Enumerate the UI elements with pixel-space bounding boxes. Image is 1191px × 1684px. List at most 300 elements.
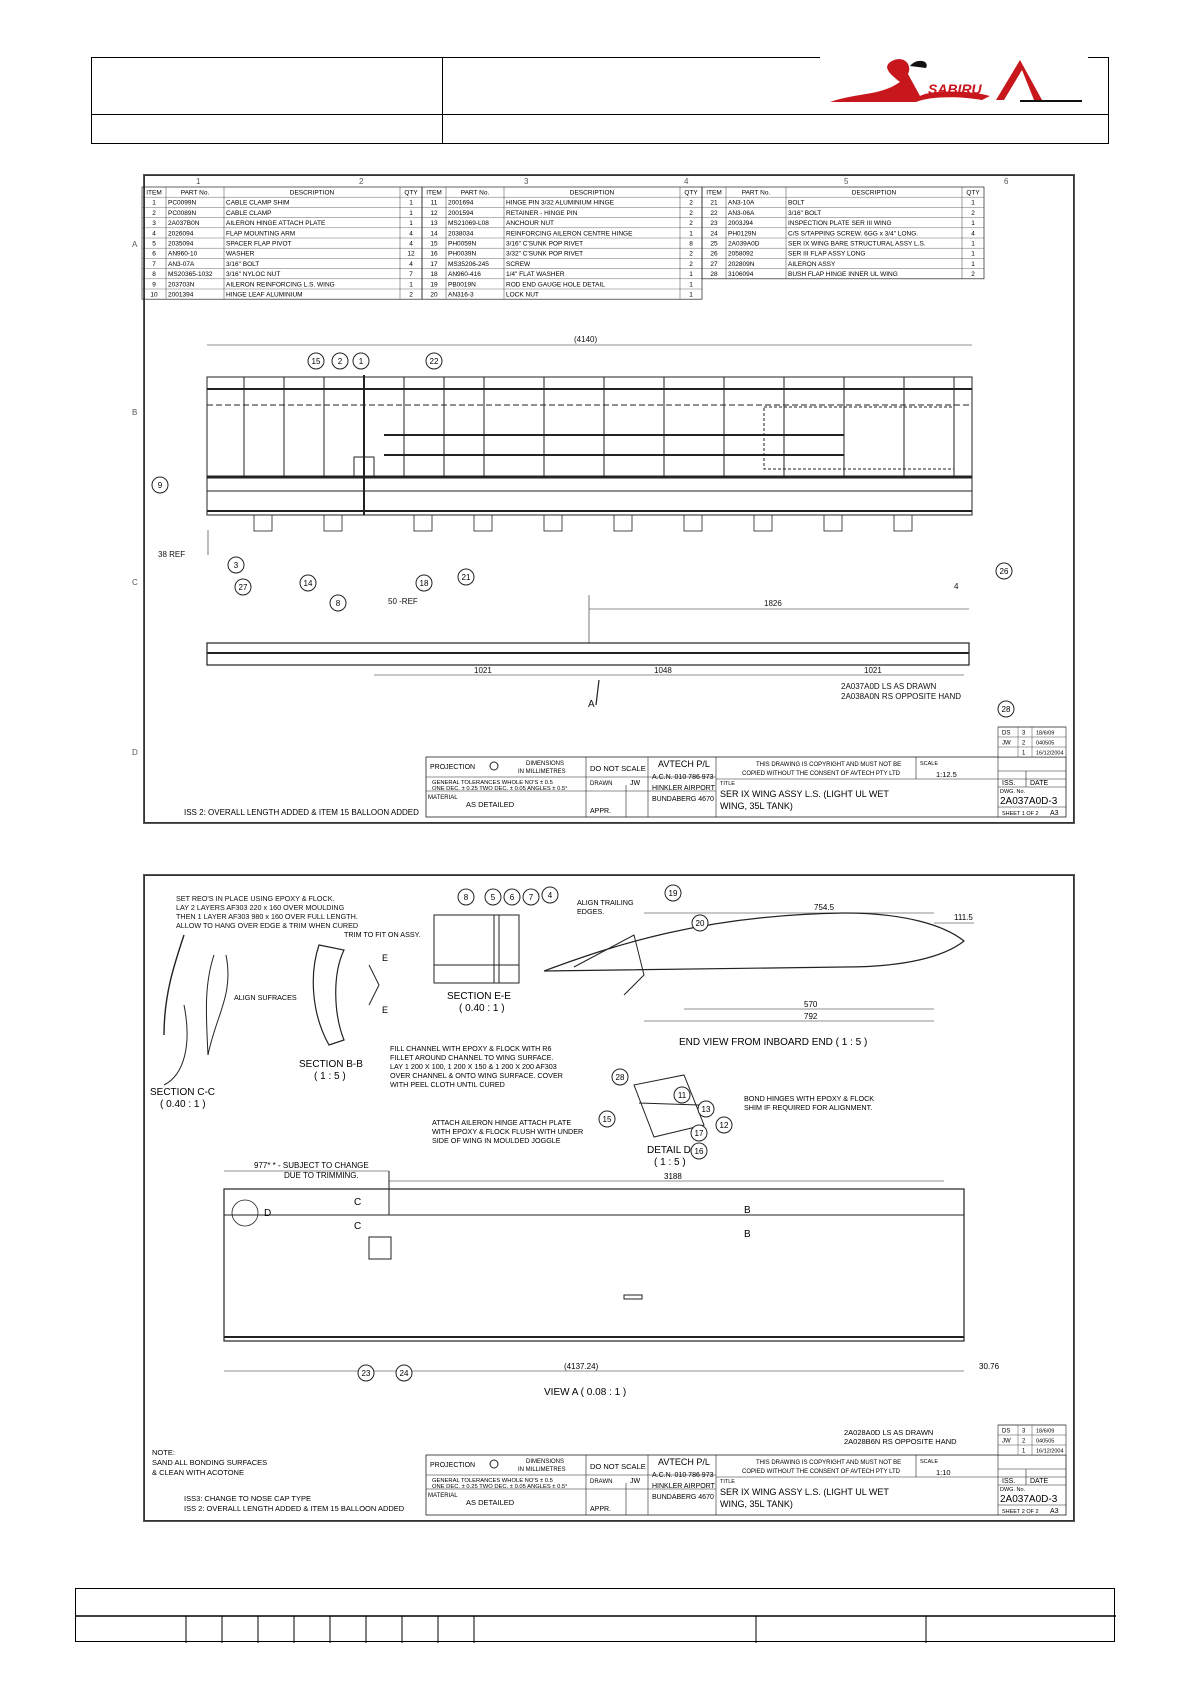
issue-label: ISS. bbox=[1002, 1478, 1016, 1485]
bom-cell: REINFORCING AILERON CENTRE HINGE bbox=[506, 230, 633, 238]
material-value: AS DETAILED bbox=[466, 1498, 515, 1507]
balloon: 7 bbox=[528, 893, 534, 902]
revision-by: JW bbox=[1002, 740, 1011, 747]
wing-side-view bbox=[207, 582, 969, 710]
company-acn: A.C.N. 010 786 973 bbox=[652, 1472, 714, 1479]
ls-note: 2A028A0D LS AS DRAWN bbox=[844, 1428, 934, 1437]
copyright-note: COPIED WITHOUT THE CONSENT OF AVTECH PTY LTD bbox=[742, 771, 901, 777]
bom-cell: 7 bbox=[152, 260, 156, 268]
bom-cell: HINGE LEAF ALUMINIUM bbox=[226, 291, 303, 299]
bom-cell: PC0089N bbox=[168, 209, 197, 217]
projection-label: PROJECTION bbox=[430, 1462, 476, 1469]
title-block bbox=[426, 1425, 1066, 1515]
svg-text:SET REO'S IN PLACE USING EPOXY: SET REO'S IN PLACE USING EPOXY & FLOCK. bbox=[176, 894, 335, 903]
bom-cell: 2 bbox=[689, 250, 693, 258]
fill-channel-note bbox=[390, 1044, 563, 1089]
dim-754: 754.5 bbox=[814, 903, 835, 912]
company-name: AVTECH P/L bbox=[658, 759, 710, 769]
airfoil-end-view bbox=[544, 913, 974, 1021]
drawing-number: 2A037A0D-3 bbox=[1000, 1494, 1058, 1505]
bom-cell: 1 bbox=[409, 199, 413, 207]
bom-cell: 24 bbox=[710, 230, 718, 238]
attach-note bbox=[432, 1118, 583, 1145]
bom-cell: 203703N bbox=[168, 281, 195, 289]
bom-cell: 2001594 bbox=[448, 209, 474, 217]
align-te-note: EDGES. bbox=[577, 907, 605, 916]
bom-cell: 1 bbox=[689, 291, 693, 299]
bom-cell: 2 bbox=[689, 220, 693, 228]
bom-cell: 2 bbox=[689, 199, 693, 207]
section-c-marker: C bbox=[354, 1221, 362, 1232]
bom-header-cell: ITEM bbox=[146, 189, 162, 197]
balloon: 9 bbox=[157, 481, 163, 490]
align-te-note: ALIGN TRAILING bbox=[577, 898, 634, 907]
drawing-sheet-2 bbox=[143, 874, 1075, 1522]
svg-text:ALLOW TO HANG OVER EDGE & TRIM: ALLOW TO HANG OVER EDGE & TRIM WHEN CURED bbox=[176, 921, 359, 930]
bom-cell: 5 bbox=[152, 240, 156, 248]
bom-cell: 1 bbox=[971, 199, 975, 207]
rs-note: 2A028B6N RS OPPOSITE HAND bbox=[844, 1437, 957, 1446]
bom-cell: 15 bbox=[430, 240, 438, 248]
drawing-number: 2A037A0D-3 bbox=[1000, 796, 1058, 807]
bom-cell: 1 bbox=[409, 281, 413, 289]
bom-cell: FLAP MOUNTING ARM bbox=[226, 230, 296, 238]
bom-cell: 11 bbox=[430, 199, 438, 207]
balloon: 12 bbox=[719, 1121, 729, 1130]
bom-cell: 27 bbox=[710, 260, 718, 268]
revision-issue: 2 bbox=[1022, 1438, 1026, 1445]
section-bb-title: SECTION B-B bbox=[299, 1059, 363, 1070]
bom-cell: 1 bbox=[689, 271, 693, 279]
bom-cell: 2058092 bbox=[728, 250, 754, 258]
bom-cell: BUSH FLAP HINGE INNER UL WING bbox=[788, 271, 898, 279]
revision-by: JW bbox=[1002, 1438, 1011, 1445]
revision-issue: 2 bbox=[1022, 740, 1026, 747]
section-ee-view bbox=[434, 915, 519, 983]
tolerances: GENERAL TOLERANCES WHOLE NO'S ± 0.5 bbox=[432, 1478, 553, 1484]
bom-cell: AN3-10A bbox=[728, 199, 755, 207]
bom-cell: 1/4" FLAT WASHER bbox=[506, 271, 565, 279]
approved-label: APPR. bbox=[590, 808, 612, 815]
dim-1021-a: 1021 bbox=[474, 666, 492, 675]
wing-plan-view bbox=[158, 335, 972, 606]
dim-977-note: DUE TO TRIMMING. bbox=[284, 1171, 359, 1180]
bom-cell: 2001694 bbox=[448, 199, 474, 207]
date-label: DATE bbox=[1030, 1478, 1049, 1485]
section-bb-scale: ( 1 : 5 ) bbox=[314, 1071, 346, 1082]
bom-cell: 4 bbox=[971, 230, 975, 238]
scale-value: 1:12.5 bbox=[936, 770, 957, 779]
title-label: TITLE bbox=[720, 1479, 735, 1485]
section-cc-view bbox=[164, 935, 228, 1085]
bom-cell: PH0059N bbox=[448, 240, 477, 248]
balloon: 3 bbox=[233, 561, 239, 570]
bom-cell: PH0039N bbox=[448, 250, 477, 258]
view-a-title: VIEW A ( 0.08 : 1 ) bbox=[544, 1387, 627, 1398]
title-block bbox=[426, 727, 1066, 817]
bom-cell: 2 bbox=[971, 209, 975, 217]
revision-issue: 1 bbox=[1022, 750, 1026, 757]
balloon: 2 bbox=[337, 357, 343, 366]
section-c-marker: C bbox=[354, 1197, 362, 1208]
section-b-marker: B bbox=[744, 1205, 751, 1216]
footer-cells bbox=[186, 1616, 926, 1643]
balloon: 4 bbox=[547, 891, 553, 900]
bom-cell: AN960-10 bbox=[168, 250, 198, 258]
bom-cell: 10 bbox=[150, 291, 158, 299]
revision-date: 040505 bbox=[1036, 1438, 1055, 1445]
bom-cell: CABLE CLAMP bbox=[226, 209, 272, 217]
bom-cell: 2026094 bbox=[168, 230, 194, 238]
bom-cell: 4 bbox=[409, 260, 413, 268]
balloon: 19 bbox=[668, 889, 678, 898]
revision-date: 040505 bbox=[1036, 740, 1055, 747]
bom-header-cell: DESCRIPTION bbox=[569, 189, 615, 197]
drawing-sheet-1 bbox=[132, 174, 1075, 824]
dim-50-ref: 50 -REF bbox=[388, 597, 418, 606]
dim-3076: 30.76 bbox=[979, 1362, 1000, 1371]
title-label: TITLE bbox=[720, 781, 735, 787]
company-address: HINKLER AIRPORT bbox=[652, 785, 715, 792]
dim-792: 792 bbox=[804, 1012, 818, 1021]
section-b-marker: B bbox=[744, 1229, 751, 1240]
bond-note: BOND HINGES WITH EPOXY & FLOCK bbox=[744, 1094, 875, 1103]
balloon: 1 bbox=[358, 357, 364, 366]
bom-cell: AN3-06A bbox=[728, 209, 755, 217]
material-label: MATERIAL bbox=[428, 795, 458, 801]
svg-text:WITH EPOXY & FLOCK FLUSH WITH: WITH EPOXY & FLOCK FLUSH WITH UNDER bbox=[432, 1127, 584, 1136]
balloon: 21 bbox=[461, 573, 471, 582]
section-cc-note bbox=[176, 894, 358, 930]
grid-col: 4 bbox=[684, 177, 689, 186]
bom-header-cell: PART No. bbox=[180, 189, 210, 197]
bom-cell: 2A039A0D bbox=[728, 240, 760, 248]
bom-cell: 7 bbox=[409, 271, 413, 279]
company-acn: A.C.N. 010 786 973 bbox=[652, 774, 714, 781]
revision-note: ISS 2: OVERALL LENGTH ADDED & ITEM 15 BALLOON ADDED bbox=[184, 808, 419, 817]
svg-text:& CLEAN WITH ACOTONE: & CLEAN WITH ACOTONE bbox=[152, 1468, 244, 1477]
grid-row: A bbox=[132, 240, 138, 249]
svg-text:LAY 2 LAYERS AF303 220 x 160 O: LAY 2 LAYERS AF303 220 x 160 OVER MOULDING bbox=[176, 903, 345, 912]
bom-cell: 9 bbox=[152, 281, 156, 289]
bom-cell: 3/16" C'SUNK POP RIVET bbox=[506, 240, 584, 248]
bom-cell: 1 bbox=[689, 281, 693, 289]
drawing-title: WING, 35L TANK) bbox=[720, 801, 793, 811]
bom-cell: 3/16" BOLT bbox=[788, 209, 822, 217]
dim-1048: 1048 bbox=[654, 666, 672, 675]
sheet-number: SHEET 1 OF 2 bbox=[1002, 811, 1039, 817]
bom-header-cell: ITEM bbox=[706, 189, 722, 197]
dim-1826: 1826 bbox=[764, 599, 782, 608]
bom-cell: SER IX WING BARE STRUCTURAL ASSY L.S. bbox=[788, 240, 926, 248]
overall-length-dim: (4140) bbox=[574, 335, 598, 344]
balloon: 16 bbox=[694, 1147, 704, 1156]
bom-cell: AILERON REINFORCING L.S. WING bbox=[226, 281, 335, 289]
end-view-title: END VIEW FROM INBOARD END ( 1 : 5 ) bbox=[679, 1037, 868, 1048]
copyright-note: THIS DRAWING IS COPYRIGHT AND MUST NOT BE bbox=[756, 762, 902, 768]
bom-cell: SPACER FLAP PIVOT bbox=[226, 240, 292, 248]
bom-cell: MS35206-245 bbox=[448, 260, 489, 268]
bom-header-cell: ITEM bbox=[426, 189, 442, 197]
bom-cell: 22 bbox=[710, 209, 718, 217]
bom-header-cell: DESCRIPTION bbox=[851, 189, 897, 197]
grid-col: 3 bbox=[524, 177, 529, 186]
dim-570: 570 bbox=[804, 1000, 818, 1009]
balloon: 8 bbox=[335, 599, 341, 608]
dim-38-ref: 38 REF bbox=[158, 550, 186, 559]
dimensions-units: IN MILLIMETRES bbox=[518, 1467, 566, 1473]
bom-cell: 2 bbox=[689, 260, 693, 268]
bom-cell: BOLT bbox=[788, 199, 805, 207]
dimensions-units: IN MILLIMETRES bbox=[518, 769, 566, 775]
bom-cell: 20 bbox=[430, 291, 438, 299]
svg-text:SAND ALL BONDING SURFACES: SAND ALL BONDING SURFACES bbox=[152, 1458, 268, 1467]
bom-cell: SCREW bbox=[506, 260, 531, 268]
sheet-size: A3 bbox=[1050, 810, 1059, 817]
svg-text:SIDE OF WING IN MOULDED JOGGLE: SIDE OF WING IN MOULDED JOGGLE bbox=[432, 1136, 561, 1145]
drawn-by: JW bbox=[630, 780, 641, 787]
company-address: BUNDABERG 4670 bbox=[652, 1494, 714, 1501]
dim-4: 4 bbox=[954, 582, 959, 591]
bom-cell: 2001394 bbox=[168, 291, 194, 299]
section-cc-title: SECTION C-C bbox=[150, 1087, 215, 1098]
grid-col: 5 bbox=[844, 177, 849, 186]
svg-text:THEN 1 LAYER AF303 980 x 160 O: THEN 1 LAYER AF303 980 x 160 OVER FULL LENGTH. bbox=[176, 912, 358, 921]
bom-cell: 3/16" NYLOC NUT bbox=[226, 271, 281, 279]
balloon: 22 bbox=[429, 357, 439, 366]
balloon: 15 bbox=[311, 357, 321, 366]
bom-cell: 14 bbox=[430, 230, 438, 238]
issue-label: ISS. bbox=[1002, 780, 1016, 787]
balloon: 23 bbox=[361, 1369, 371, 1378]
bom-cell: AN3-07A bbox=[168, 260, 195, 268]
section-bb-view bbox=[313, 945, 379, 1045]
company-address: BUNDABERG 4670 bbox=[652, 796, 714, 803]
section-e-label: E bbox=[382, 953, 389, 963]
bom-cell: AILERON ASSY bbox=[788, 260, 836, 268]
revision-by: DS bbox=[1002, 730, 1011, 737]
bom-cell: ROD END GAUGE HOLE DETAIL bbox=[506, 281, 605, 289]
bom-cell: 18 bbox=[430, 271, 438, 279]
drawing-title: SER IX WING ASSY L.S. (LIGHT UL WET bbox=[720, 1487, 889, 1497]
bom-header-cell: QTY bbox=[404, 189, 418, 197]
bom-cell: WASHER bbox=[226, 250, 255, 258]
bom-header-cell: PART No. bbox=[460, 189, 490, 197]
bom-cell: 13 bbox=[430, 220, 438, 228]
bom-cell: SER III FLAP ASSY LONG bbox=[788, 250, 866, 258]
grid-col: 6 bbox=[1004, 177, 1009, 186]
sheet-number: SHEET 2 OF 2 bbox=[1002, 1509, 1039, 1515]
detail-d-marker: D bbox=[264, 1208, 272, 1219]
grid-col: 1 bbox=[196, 177, 201, 186]
balloon: 27 bbox=[238, 583, 248, 592]
grid-row: B bbox=[132, 408, 138, 417]
bom-cell: MS20365-1032 bbox=[168, 271, 213, 279]
section-cc-scale: ( 0.40 : 1 ) bbox=[160, 1099, 206, 1110]
revision-issue: 3 bbox=[1022, 730, 1026, 737]
dwg-no-label: DWG. No. bbox=[1000, 1487, 1026, 1493]
part-balloons bbox=[152, 353, 1014, 717]
bom-cell: 2 bbox=[971, 271, 975, 279]
bom-cell: 2A037B0N bbox=[168, 220, 200, 228]
scale-label: SCALE bbox=[920, 761, 939, 767]
svg-text:ATTACH AILERON HINGE ATTACH PL: ATTACH AILERON HINGE ATTACH PLATE bbox=[432, 1118, 572, 1127]
bom-cell: 12 bbox=[407, 250, 415, 258]
bom-cell: 4 bbox=[409, 230, 413, 238]
date-label: DATE bbox=[1030, 780, 1049, 787]
detail-d-scale: ( 1 : 5 ) bbox=[654, 1157, 686, 1168]
document-footer bbox=[75, 1588, 1115, 1642]
bom-cell: HINGE PIN 3/32 ALUMINIUM HINGE bbox=[506, 199, 614, 207]
grid-row: D bbox=[132, 748, 138, 757]
header-row-divider bbox=[92, 114, 1108, 115]
do-not-scale: DO NOT SCALE bbox=[590, 1462, 646, 1471]
material-label: MATERIAL bbox=[428, 1493, 458, 1499]
bom-cell: 1 bbox=[971, 250, 975, 258]
svg-text:WITH PEEL CLOTH UNTIL CURED: WITH PEEL CLOTH UNTIL CURED bbox=[390, 1080, 505, 1089]
bom-cell: INSPECTION PLATE SER III WING bbox=[788, 220, 892, 228]
bom-header-cell: PART No. bbox=[741, 189, 771, 197]
bom-cell: 25 bbox=[710, 240, 718, 248]
bom-cell: 202809N bbox=[728, 260, 755, 268]
revision-table bbox=[998, 1425, 1066, 1455]
bom-cell: 17 bbox=[430, 260, 438, 268]
revision-table bbox=[998, 727, 1066, 757]
company-name: AVTECH P/L bbox=[658, 1457, 710, 1467]
bom-cell: 2038034 bbox=[448, 230, 474, 238]
align-surfaces-note: ALIGN SUFRACES bbox=[234, 993, 297, 1002]
approved-label: APPR. bbox=[590, 1506, 612, 1513]
bom-cell: 2003J94 bbox=[728, 220, 753, 228]
bom-cell: 19 bbox=[430, 281, 438, 289]
bom-cell: 1 bbox=[409, 220, 413, 228]
drawing-title: WING, 35L TANK) bbox=[720, 1499, 793, 1509]
drawn-label: DRAWN bbox=[590, 1479, 613, 1485]
svg-text:FILLET AROUND CHANNEL TO WING: FILLET AROUND CHANNEL TO WING SURFACE. bbox=[390, 1053, 554, 1062]
bom-header-cell: DESCRIPTION bbox=[289, 189, 335, 197]
svg-text:NOTE:: NOTE: bbox=[152, 1448, 175, 1457]
bom-cell: 16 bbox=[430, 250, 438, 258]
bom-cell: 1 bbox=[152, 199, 156, 207]
revision-issue: 1 bbox=[1022, 1448, 1026, 1455]
bom-cell: 2 bbox=[689, 209, 693, 217]
revision-date: 18/6/09 bbox=[1036, 730, 1055, 737]
bom-cell: 23 bbox=[710, 220, 718, 228]
bom-cell: PB0019N bbox=[448, 281, 476, 289]
balloon: 14 bbox=[303, 579, 313, 588]
bom-cell: 3/16" BOLT bbox=[226, 260, 260, 268]
logo-text: SABIRU bbox=[928, 81, 982, 97]
bom-cell: 3/32" C'SUNK POP RIVET bbox=[506, 250, 584, 258]
revision-by: DS bbox=[1002, 1428, 1011, 1435]
balloon: 26 bbox=[999, 567, 1009, 576]
balloon: 17 bbox=[694, 1129, 704, 1138]
bom-cell: 8 bbox=[689, 240, 693, 248]
svg-text:FILL CHANNEL WITH EPOXY & FLOC: FILL CHANNEL WITH EPOXY & FLOCK WITH R6 bbox=[390, 1044, 552, 1053]
bom-cell: PC0099N bbox=[168, 199, 197, 207]
dim-977: 977* * - SUBJECT TO CHANGE bbox=[254, 1161, 369, 1170]
material-value: AS DETAILED bbox=[466, 800, 515, 809]
scale-label: SCALE bbox=[920, 1459, 939, 1465]
bom-cell: 21 bbox=[710, 199, 718, 207]
bom-cell: 12 bbox=[430, 209, 438, 217]
svg-text:OVER CHANNEL & ONTO WING SURFA: OVER CHANNEL & ONTO WING SURFACE. COVER bbox=[390, 1071, 563, 1080]
sheet-size: A3 bbox=[1050, 1508, 1059, 1515]
svg-text:LAY 1 200 X 100, 1 200 X 150 &: LAY 1 200 X 100, 1 200 X 150 & 1 200 X 200 AF303 bbox=[390, 1062, 557, 1071]
projection-label: PROJECTION bbox=[430, 764, 476, 771]
bom-header-cell: QTY bbox=[966, 189, 980, 197]
bom-cell: 1 bbox=[971, 220, 975, 228]
balloon: 15 bbox=[602, 1115, 612, 1124]
bom-cell: 3 bbox=[152, 220, 156, 228]
sabiru-logo bbox=[820, 52, 1088, 114]
balloon: 6 bbox=[509, 893, 515, 902]
bom-cell: 3106094 bbox=[728, 271, 754, 279]
bom-cell: 1 bbox=[689, 230, 693, 238]
bom-cell: 1 bbox=[971, 260, 975, 268]
revision-date: 18/6/09 bbox=[1036, 1428, 1055, 1435]
revision-date: 16/12/2004 bbox=[1036, 750, 1064, 757]
tolerances: ONE DEC. ± 0.25 TWO DEC. ± 0.05 ANGLES ± 0.5° bbox=[432, 1484, 568, 1490]
bom-cell: 1 bbox=[409, 209, 413, 217]
dwg-no-label: DWG. No. bbox=[1000, 789, 1026, 795]
bom-cell: AILERON HINGE ATTACH PLATE bbox=[226, 220, 326, 228]
ls-note: 2A037A0D LS AS DRAWN bbox=[841, 682, 937, 691]
balloon: 20 bbox=[695, 919, 705, 928]
bond-note: SHIM IF REQUIRED FOR ALIGNMENT. bbox=[744, 1103, 873, 1112]
bom-cell: 2 bbox=[152, 209, 156, 217]
dimensions-label: DIMENSIONS bbox=[526, 1459, 565, 1465]
bom-cell: 4 bbox=[152, 230, 156, 238]
bill-of-materials bbox=[142, 187, 984, 299]
drawn-by: JW bbox=[630, 1478, 641, 1485]
section-ee-title: SECTION E-E bbox=[447, 991, 511, 1002]
bom-cell: 4 bbox=[409, 240, 413, 248]
bom-cell: 28 bbox=[710, 271, 718, 279]
dim-111: 111.5 bbox=[954, 913, 973, 922]
bom-cell: 2 bbox=[409, 291, 413, 299]
balloon: 5 bbox=[490, 893, 496, 902]
bom-cell: 8 bbox=[152, 271, 156, 279]
header-cell-left bbox=[92, 58, 443, 143]
bom-cell: 6 bbox=[152, 250, 156, 258]
bom-cell: MS21069-L08 bbox=[448, 220, 489, 228]
dim-4137: (4137.24) bbox=[564, 1362, 599, 1371]
dim-1021-b: 1021 bbox=[864, 666, 882, 675]
view-a-plan bbox=[224, 1171, 964, 1371]
dimensions-label: DIMENSIONS bbox=[526, 761, 565, 767]
bom-cell: 2035094 bbox=[168, 240, 194, 248]
dim-3188: 3188 bbox=[664, 1172, 682, 1181]
view-a-arrow-label: A bbox=[588, 699, 595, 710]
scale-value: 1:10 bbox=[936, 1468, 951, 1477]
bom-header-cell: QTY bbox=[684, 189, 698, 197]
tolerances: ONE DEC. ± 0.25 TWO DEC. ± 0.05 ANGLES ± 0.5° bbox=[432, 786, 568, 792]
bom-cell: PH0129N bbox=[728, 230, 757, 238]
section-e-label: E bbox=[382, 1005, 389, 1015]
balloon: 13 bbox=[701, 1105, 711, 1114]
copyright-note: COPIED WITHOUT THE CONSENT OF AVTECH PTY LTD bbox=[742, 1469, 901, 1475]
company-address: HINKLER AIRPORT bbox=[652, 1483, 715, 1490]
bom-cell: AN960-416 bbox=[448, 271, 481, 279]
bom-cell: 26 bbox=[710, 250, 718, 258]
drawn-label: DRAWN bbox=[590, 781, 613, 787]
rs-note: 2A038A0N RS OPPOSITE HAND bbox=[841, 692, 962, 701]
grid-col: 2 bbox=[359, 177, 364, 186]
trim-note: TRIM TO FIT ON ASSY. bbox=[344, 930, 421, 939]
balloon: 24 bbox=[399, 1369, 409, 1378]
balloon: 18 bbox=[419, 579, 429, 588]
